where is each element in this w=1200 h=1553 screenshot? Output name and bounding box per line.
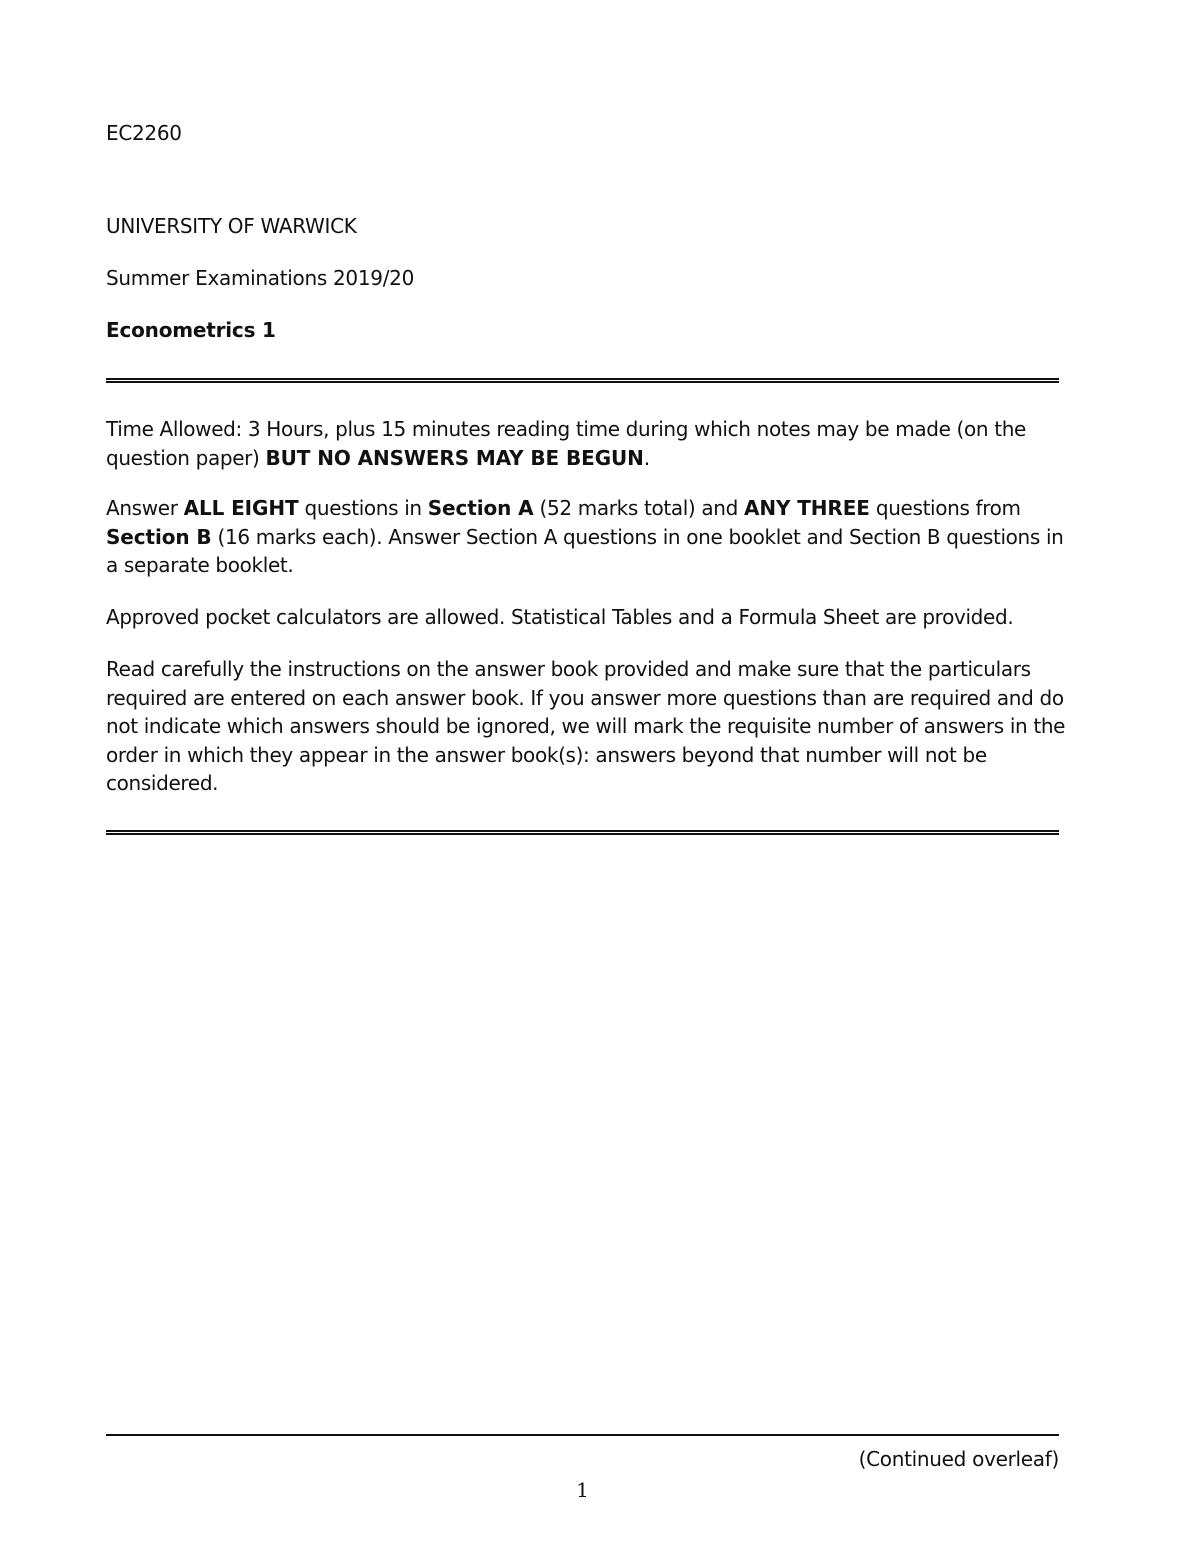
answer-text-1: Answer (106, 496, 184, 520)
answer-text-5: (16 marks each). Answer Section A questions in one booklet and Section B questions in a separate booklet. (106, 524, 1064, 577)
continued-overleaf: (Continued overleaf) (858, 1447, 1059, 1471)
exam-session: Summer Examinations 2019/20 (106, 266, 414, 290)
answer-all-eight: ALL EIGHT (183, 496, 299, 520)
bottom-double-rule (106, 830, 1059, 835)
course-code: EC2260 (106, 121, 182, 145)
answer-section-b: Section B (106, 524, 212, 549)
university-name: UNIVERSITY OF WARWICK (106, 214, 357, 238)
answer-text-2: questions in (298, 496, 428, 520)
page-number: 1 (576, 1478, 589, 1502)
time-allowed-paragraph (106, 415, 1066, 472)
module-title: Econometrics 1 (106, 318, 276, 342)
answer-text-3: (52 marks total) and (533, 496, 744, 520)
answer-text-4: questions from (869, 496, 1021, 520)
answer-instructions-paragraph (106, 494, 1066, 580)
answer-section-a: Section A (427, 496, 534, 520)
no-answers-emphasis: BUT NO ANSWERS MAY BE BEGUN (265, 445, 644, 470)
footer-rule (106, 1434, 1059, 1436)
read-carefully-paragraph: Read carefully the instructions on the answer book provided and make sure that the particulars required are entered on each answer book. If you answer more questions than are required and do not indicate which answers should be ignored, we will mark the requisite number of answers in the order in which they appear in the answer book(s): answers beyond that number will not be considered. (106, 657, 1066, 795)
time-allowed-end: . (643, 445, 650, 470)
calculators-paragraph: Approved pocket calculators are allowed. Statistical Tables and a Formula Sheet are provided. (106, 605, 1014, 629)
answer-any-three: ANY THREE (743, 496, 870, 520)
top-double-rule (106, 378, 1059, 383)
time-allowed-text: Time Allowed: 3 Hours, plus 15 minutes reading time during which notes may be made (on the question paper) (106, 417, 1026, 470)
